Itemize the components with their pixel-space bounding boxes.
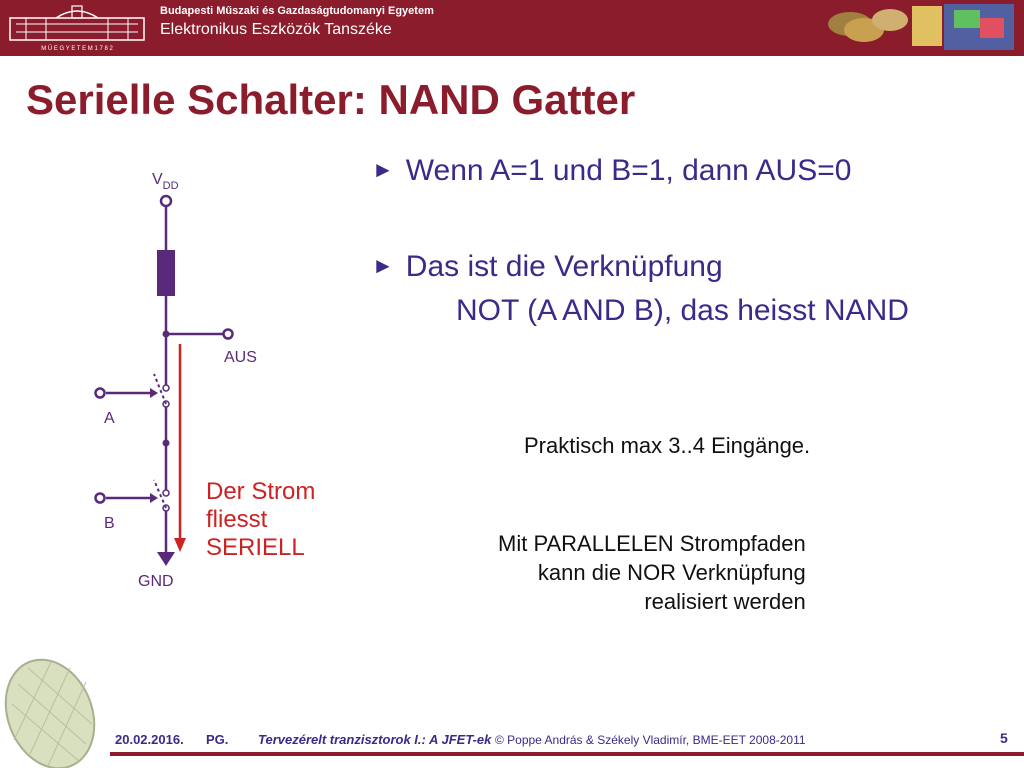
bullet-operation: [372, 250, 723, 284]
bullet-arrow-icon: ►: [372, 157, 394, 182]
resistor: [157, 250, 175, 296]
footer-date: 20.02.2016.: [115, 732, 184, 747]
bullet-text: Wenn A=1 und B=1, dann AUS=0: [405, 154, 852, 187]
department-name: Elektronikus Eszközök Tanszéke: [160, 21, 392, 38]
input-a-arrow: [150, 388, 158, 398]
current-label-line: fliesst: [206, 506, 268, 533]
current-arrow-head: [174, 538, 186, 552]
input-b-arrow: [150, 493, 158, 503]
current-label-line: Der Strom: [206, 478, 316, 505]
current-label-line: SERIELL: [206, 534, 305, 561]
ground-symbol: [157, 552, 175, 566]
note-line: realisiert werden: [644, 589, 806, 614]
university-name: Budapesti Műszaki és Gazdaságtudomanyi Egyetem: [160, 5, 434, 17]
wafer-image: [0, 644, 110, 768]
note-practical: Praktisch max 3..4 Eingänge.: [524, 433, 811, 458]
vdd-terminal: [161, 196, 171, 206]
course-title: Tervezérelt tranzisztorok I.: A JFET-ek: [258, 732, 492, 747]
input-a-label: A: [104, 410, 115, 427]
footer-author: PG.: [206, 732, 229, 747]
copyright: © Poppe András & Székely Vladimír, BME-EET 2008-2011: [494, 733, 806, 747]
input-b-label: B: [104, 515, 115, 532]
ground-label: GND: [138, 573, 174, 590]
note-parallel: [498, 529, 806, 616]
bullet-arrow-icon: ►: [372, 253, 394, 278]
bullet-condition: [372, 154, 851, 188]
junction-dot: [163, 440, 170, 447]
output-terminal: [224, 330, 233, 339]
header-chip-image: [820, 0, 1024, 56]
page-number: 5: [1000, 730, 1008, 746]
input-a-terminal: [96, 389, 105, 398]
note-line: Mit PARALLELEN Strompfaden: [498, 531, 806, 556]
footer-course: [258, 732, 806, 747]
junction-dot: [163, 331, 170, 338]
bullet-continuation: NOT (A AND B), das heisst NAND: [456, 294, 909, 327]
footer-divider: [110, 752, 1024, 756]
current-label: [206, 478, 315, 562]
output-label: AUS: [224, 349, 257, 366]
vdd-label: $V_{DD}$: [152, 171, 179, 192]
bullet-text: Das ist die Verknüpfung: [405, 250, 723, 283]
university-logo: [6, 4, 148, 52]
header-bar: [0, 0, 1024, 56]
input-b-terminal: [96, 494, 105, 503]
slide-title: Serielle Schalter: NAND Gatter: [26, 76, 636, 123]
note-line: kann die NOR Verknüpfung: [537, 560, 806, 585]
logo-caption: M Ű E G Y E T E M 1 7 8 2: [41, 46, 113, 52]
